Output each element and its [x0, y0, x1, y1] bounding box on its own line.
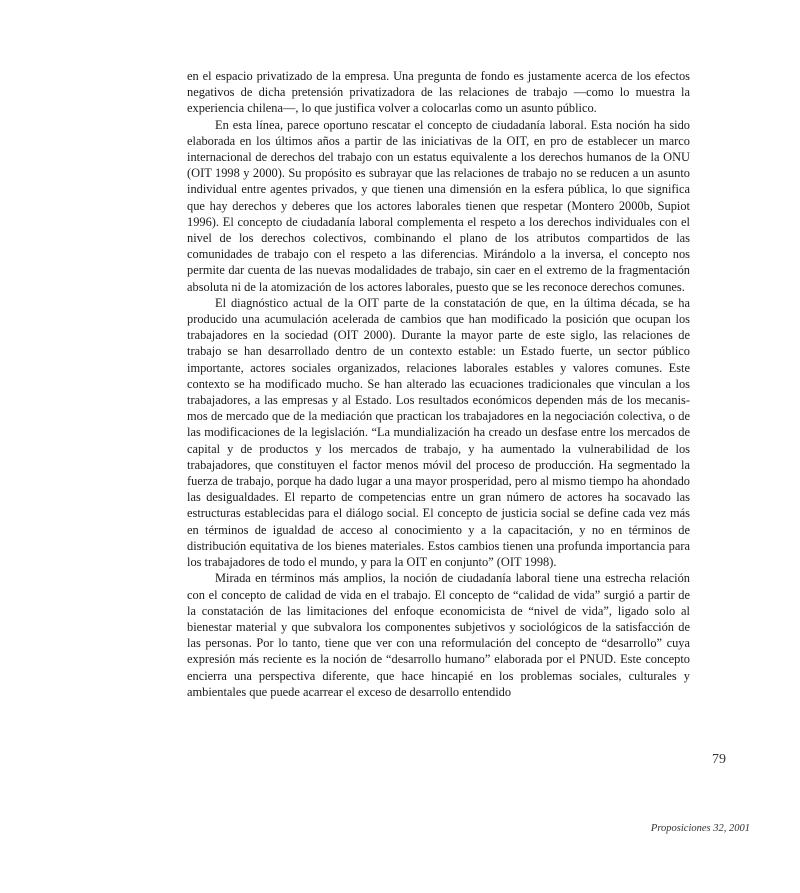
paragraph-1: en el espacio privatizado de la empresa. Una pregunta de fondo es justamente acerca de los efectos negativos de dicha pretensión privatizadora de las relaciones de trabajo —como lo muestra la experiencia chilena—, lo que justifica volver a colocarlas como un asunto público.: [187, 69, 690, 116]
paragraph-2: En esta línea, parece oportuno rescatar el concepto de ciudadanía laboral. Esta noción ha sido elaborada en los últimos años a partir de las iniciativas de la OIT, en pro de establecer un marco internacional de derechos del trabajo con un estatus equivalente a los derechos humanos de la ONU (OIT 1998 y 2000). Su propósito es subrayar que las relaciones de trabajo no se reducen a un asunto individual entre agentes privados, y que tienen una dimensión en la esfera pública, lo que significa que hay derechos y deberes que los actores laborales tienen que respetar (Montero 2000b, Supiot 1996). El concepto de ciudadanía laboral complementa el respeto a los derechos individuales con el nivel de los derechos colectivos, combinando el plano de los atributos compartidos de las comunidades de trabajo con el respeto a las diferencias. Mirándolo a la inversa, el concepto nos permite dar cuenta de las nuevas modalidades de trabajo, sin caer en el extremo de la fragmentación absoluta ni de la atomización de los actores laborales, puesto que se les reconoce derechos comunes.: [187, 117, 690, 294]
body-text: [187, 68, 690, 700]
page-number: 79: [712, 752, 726, 767]
paragraph-4: Mirada en términos más amplios, la noción de ciudadanía laboral tiene una estrecha relación con el concepto de calidad de vida en el trabajo. El concepto de “calidad de vida” surgió a partir de la constatación de las limitaciones del enfoque economicista de “nivel de vida”, ligado solo al bienestar material y que subvalora los componentes subjetivos y sociológicos de la satisfacción de las personas. Por lo tanto, tiene que ver con una reformulación del concepto de “desarrollo” cuya expresión más reciente es la noción de “desarrollo humano” elaborada por el PNUD. Este concepto encierra una perspectiva diferente, que hace hincapié en los problemas sociales, culturales y ambientales que puede acarrear el exceso de desarrollo entendido: [187, 571, 690, 699]
paragraph-3: El diagnóstico actual de la OIT parte de la constatación de que, en la última década, se ha producido una acumulación acelerada de cambios que han modificado la posición que ocupan los trabajadores en la sociedad (OIT 2000). Durante la mayor parte de este siglo, las relaciones de trabajo se han desarrollado dentro de un contexto estable: un Estado fuerte, un sector público importante, actores sociales organizados, relaciones laborales estables y valores comunes. Este contexto se ha modificado mucho. Se han alterado las ecuaciones tradicionales que vinculan a los trabajadores, a las empresas y al Estado. Los resultados económicos dependen más de los mecanismos de mercado que de la mediación que practican los trabajadores en la negociación colectiva, o de las modificaciones de la legislación. “La mundialización ha creado un desfase entre los mercados de capital y de productos y los mercados de trabajo, y ha aumentado la vulnerabilidad de los trabajadores, que constituyen el factor menos móvil del proceso de producción. Ha segmentado la fuerza de trabajo, porque ha dado lugar a una mayor prosperidad, pero al mismo tiempo ha ahondado las desigualdades. El reparto de competencias entre un gran número de actores ha socavado las estructuras establecidas para el diálogo social. El concepto de justicia social se define cada vez más en términos de igualdad de acceso al conocimiento y a la capacitación, y no en términos de distribución equitativa de los bienes materiales. Estos cambios tienen una profunda importancia para los trabajadores de todo el mundo, y para la OIT en conjunto” (OIT 1998).: [187, 295, 690, 570]
journal-footer: Proposiciones 32, 2001: [650, 823, 750, 834]
